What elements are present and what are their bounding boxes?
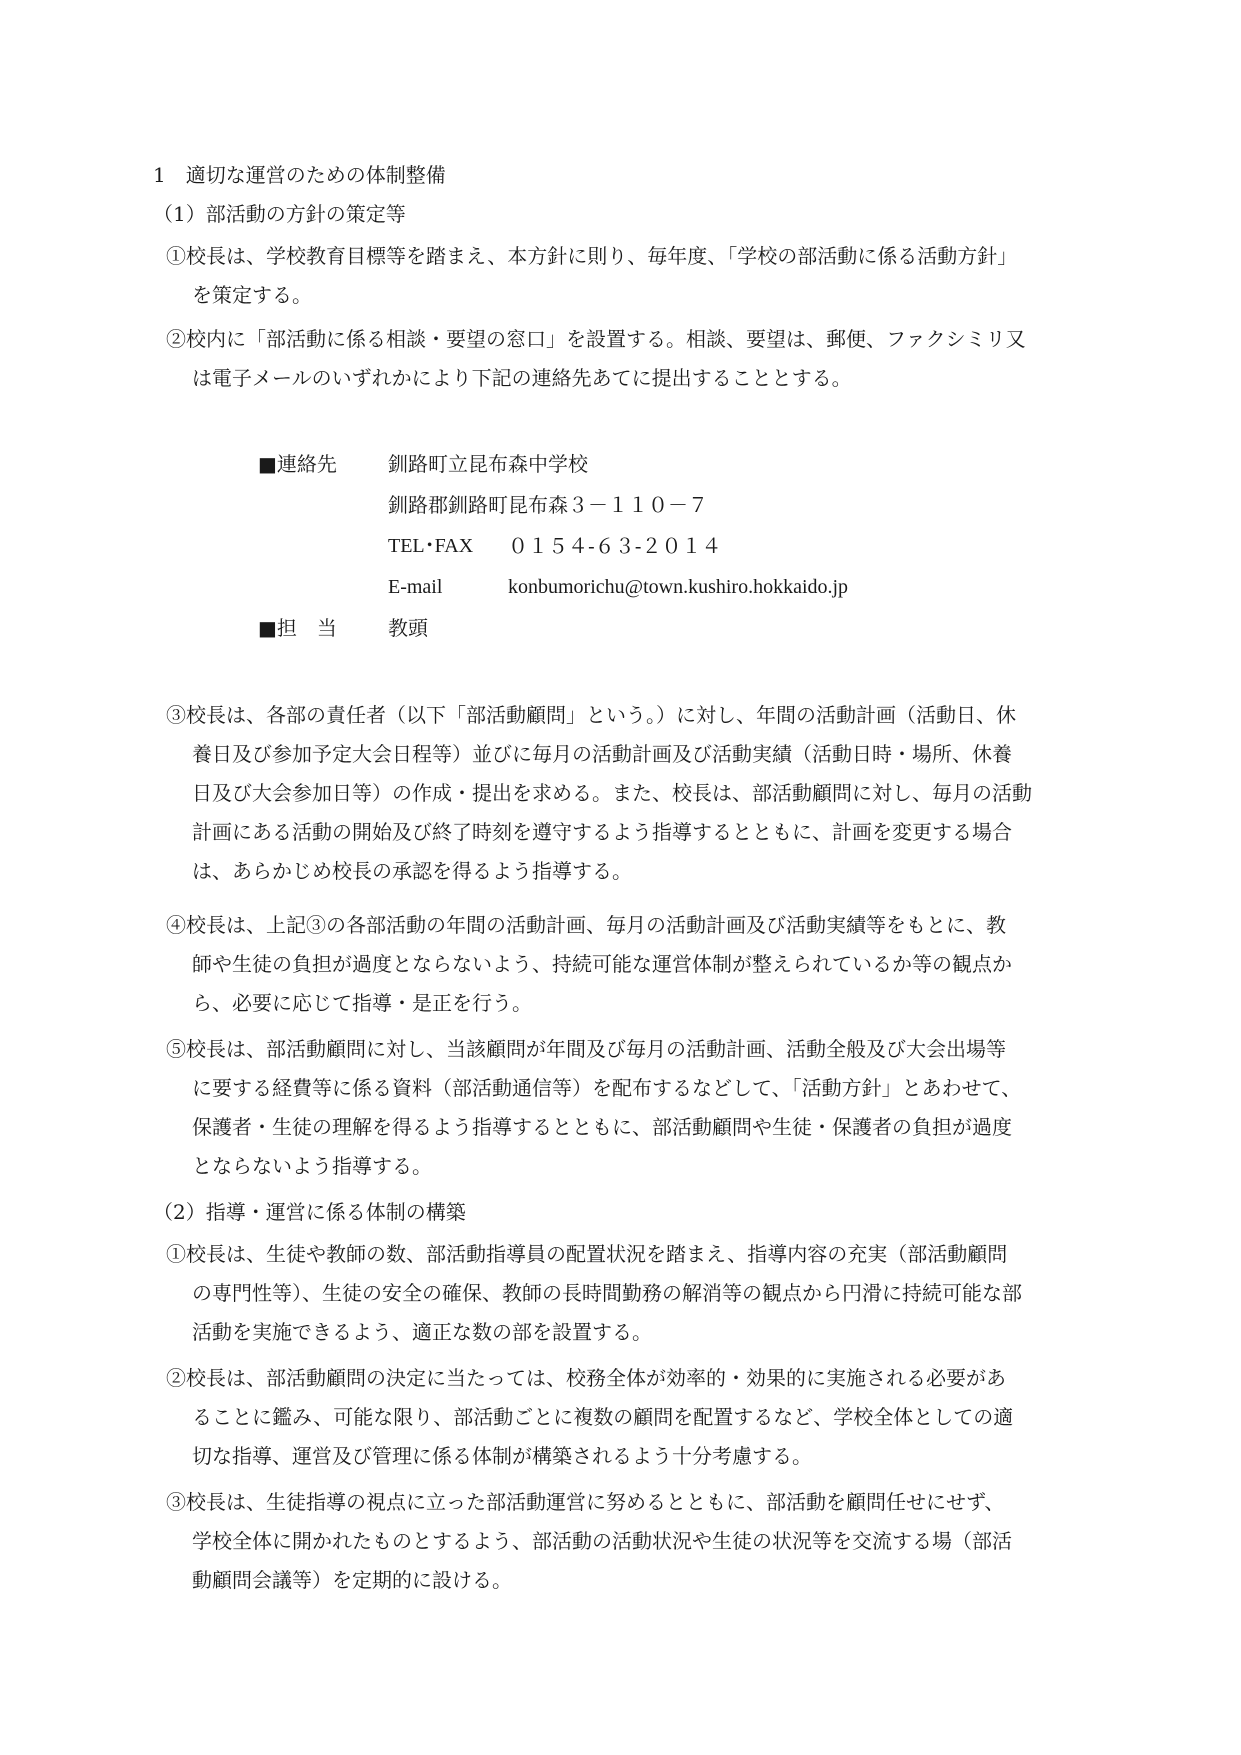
- contact-row-tel: [0, 527, 1241, 568]
- tel-fax-number: ０１５４-６３-２０１４: [508, 534, 722, 558]
- paragraph-line: ることに鑑み、可能な限り、部活動ごとに複数の顧問を配置するなど、学校全体としての適: [192, 1405, 1014, 1429]
- person-label: ■担 当: [258, 616, 337, 640]
- paragraph-line: は電子メールのいずれかにより下記の連絡先あてに提出することとする。: [192, 366, 852, 390]
- paragraph-line: に要する経費等に係る資料（部活動通信等）を配布するなどして、「活動方針」とあわせて、: [192, 1076, 1022, 1100]
- paragraph-line: 動顧問会議等）を定期的に設ける。: [192, 1568, 512, 1592]
- paragraph-1-5: [0, 1030, 1241, 1186]
- subsection-heading: （1）部活動の方針の策定等: [153, 202, 406, 226]
- paragraph-line: を策定する。: [192, 283, 312, 307]
- paragraph-1-1: [0, 237, 1241, 315]
- section-heading: 1 適切な運営のための体制整備: [153, 163, 446, 187]
- paragraph-line: 日及び大会参加日等）の作成・提出を求める。また、校長は、部活動顧問に対し、毎月の活動: [192, 781, 1032, 805]
- paragraph-line: 学校全体に開かれたものとするよう、部活動の活動状況や生徒の状況等を交流する場（部活: [192, 1529, 1012, 1553]
- paragraph-2-1: [0, 1235, 1241, 1352]
- paragraph-line: 切な指導、運営及び管理に係る体制が構築されるよう十分考慮する。: [192, 1444, 812, 1468]
- paragraph-1-3: [0, 696, 1241, 891]
- school-name: 釧路町立昆布森中学校: [388, 452, 588, 476]
- paragraph-line: の専門性等）、生徒の安全の確保、教師の長時間勤務の解消等の観点から円滑に持続可能な部: [192, 1281, 1022, 1305]
- tel-fax-label: TEL･FAX: [388, 535, 474, 557]
- paragraph-line: ②校内に「部活動に係る相談・要望の窓口」を設置する。相談、要望は、郵便、ファクシミリ又: [166, 327, 1026, 351]
- person-value: 教頭: [388, 616, 428, 640]
- paragraph-line: 活動を実施できるよう、適正な数の部を設置する。: [192, 1320, 652, 1344]
- paragraph-line: ⑤校長は、部活動顧問に対し、当該顧問が年間及び毎月の活動計画、活動全般及び大会出場等: [166, 1037, 1006, 1061]
- paragraph-line: 養日及び参加予定大会日程等）並びに毎月の活動計画及び活動実績（活動日時・場所、休養: [192, 742, 1012, 766]
- subsection-heading: （2）指導・運営に係る体制の構築: [153, 1200, 466, 1224]
- paragraph-line: ①校長は、生徒や教師の数、部活動指導員の配置状況を踏まえ、指導内容の充実（部活動顧問: [166, 1242, 1008, 1266]
- paragraph-1-4: [0, 906, 1241, 1023]
- subsection-1: [0, 195, 1241, 234]
- paragraph-line: ②校長は、部活動顧問の決定に当たっては、校務全体が効率的・効果的に実施される必要があ: [166, 1366, 1006, 1390]
- email-label: E-mail: [388, 576, 443, 598]
- paragraph-line: 保護者・生徒の理解を得るよう指導するとともに、部活動顧問や生徒・保護者の負担が過度: [192, 1115, 1012, 1139]
- contact-row-email: [0, 568, 1241, 609]
- paragraph-line: ①校長は、学校教育目標等を踏まえ、本方針に則り、毎年度、「学校の部活動に係る活動方針」: [166, 244, 1018, 268]
- subsection-2: [0, 1193, 1241, 1232]
- paragraph-line: ④校長は、上記③の各部活動の年間の活動計画、毎月の活動計画及び活動実績等をもとに、教: [166, 913, 1006, 937]
- paragraph-line: とならないよう指導する。: [192, 1154, 432, 1178]
- school-address: 釧路郡釧路町昆布森３－１１０－７: [388, 493, 708, 517]
- paragraph-line: 計画にある活動の開始及び終了時刻を遵守するよう指導するとともに、計画を変更する場合: [192, 820, 1012, 844]
- contact-row-school: [0, 445, 1241, 486]
- section-1: [0, 156, 1241, 195]
- email-address: konbumorichu@town.kushiro.hokkaido.jp: [508, 576, 849, 598]
- contact-label: ■連絡先: [258, 452, 337, 476]
- paragraph-2-2: [0, 1359, 1241, 1476]
- paragraph-line: ら、必要に応じて指導・是正を行う。: [192, 991, 532, 1015]
- contact-block: [0, 445, 1241, 650]
- paragraph-2-3: [0, 1483, 1241, 1600]
- contact-row-person: [0, 609, 1241, 650]
- paragraph-1-2: [0, 320, 1241, 398]
- paragraph-line: ③校長は、各部の責任者（以下「部活動顧問」という。）に対し、年間の活動計画（活動日、休: [166, 703, 1016, 727]
- paragraph-line: 師や生徒の負担が過度とならないよう、持続可能な運営体制が整えられているか等の観点か: [192, 952, 1012, 976]
- paragraph-line: は、あらかじめ校長の承認を得るよう指導する。: [192, 859, 632, 883]
- contact-row-address: [0, 486, 1241, 527]
- paragraph-line: ③校長は、生徒指導の視点に立った部活動運営に努めるとともに、部活動を顧問任せにせず、: [166, 1490, 1005, 1514]
